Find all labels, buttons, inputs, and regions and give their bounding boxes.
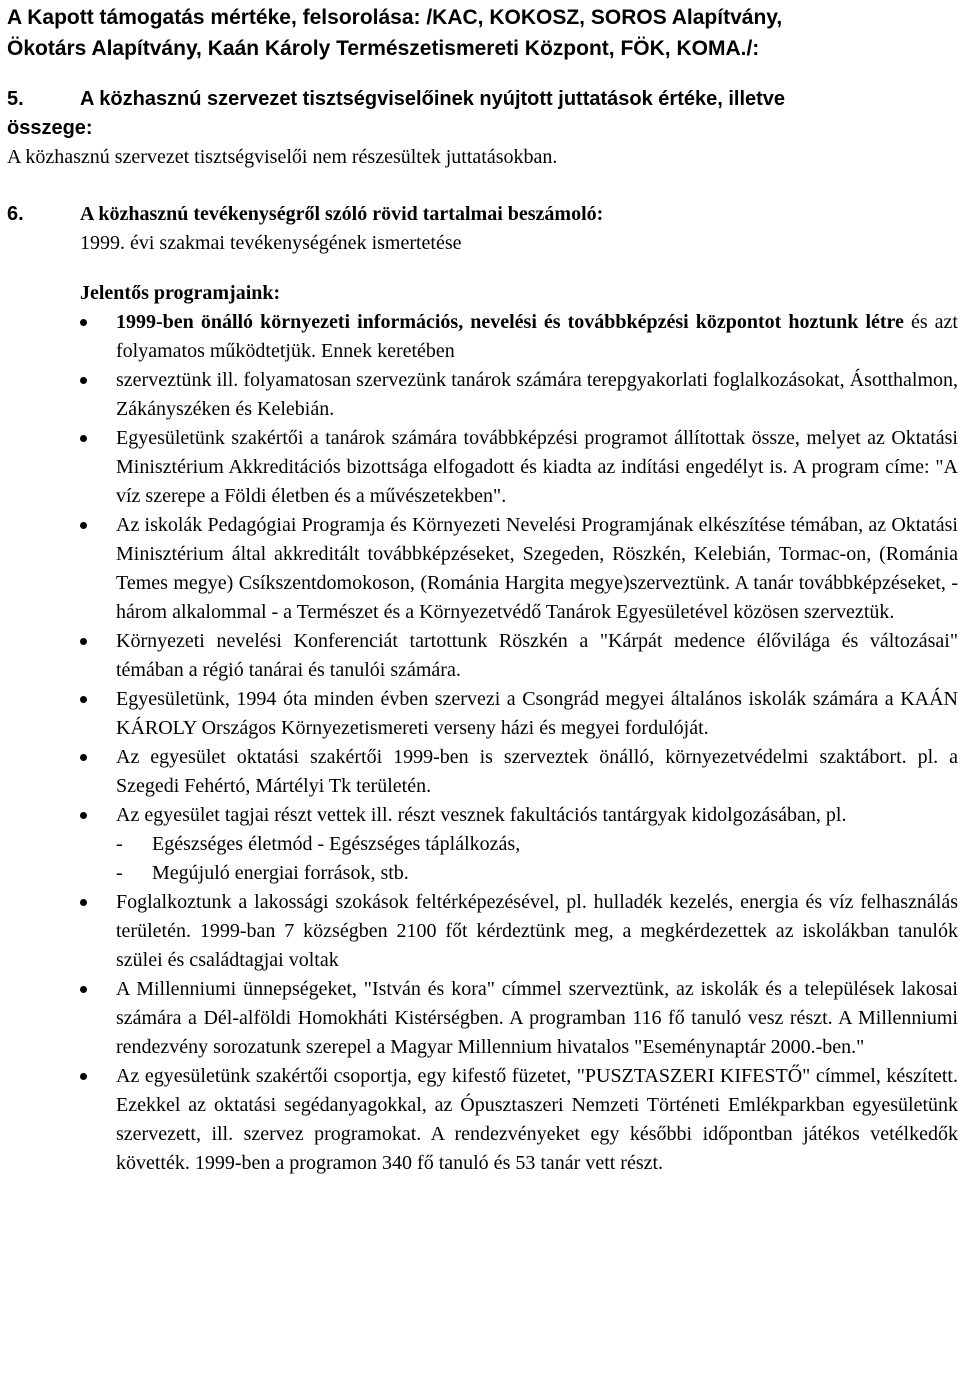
list-item [80, 308, 958, 366]
section-6 [7, 200, 952, 258]
bullet-icon [80, 377, 87, 384]
list-item [80, 627, 958, 685]
list-item [80, 424, 958, 511]
list-item [80, 1062, 958, 1178]
list-item [80, 366, 958, 424]
dash-item: - Megújuló energiai források, stb. [116, 862, 409, 884]
support-header-line-2: Ökotárs Alapítvány, Kaán Károly Természetismereti Központ, FÖK, KOMA./: [7, 37, 760, 60]
section-5-title-line-1: A közhasznú szervezet tisztségviselőinek nyújtott juttatások értéke, illetve [80, 88, 786, 110]
section-5-title-line-2: összege: [7, 117, 93, 139]
list-item [80, 888, 958, 975]
list-item [80, 801, 958, 888]
list-item-text: Egyesületünk, 1994 óta minden évben szervezi a Csongrád megyei általános iskolák számára a KAÁN KÁROLY Országos Környezetismereti verseny házi és megyei fordulóját. [116, 688, 958, 739]
section-6-subtitle: 1999. évi szakmai tevékenységének ismertetése [80, 232, 462, 254]
section-6-title: A közhasznú tevékenységről szóló rövid tartalmai beszámoló: [80, 203, 604, 225]
bullet-icon [80, 435, 87, 442]
section-5-text: A közhasznú szervezet tisztségviselői nem részesültek juttatásokban. [7, 146, 558, 168]
bullet-icon [80, 319, 87, 326]
programs-heading: Jelentős programjaink: [80, 282, 281, 304]
list-item-bold-text: 1999-ben önálló környezeti információs, nevelési és továbbképzési központot hoztunk létre [116, 311, 904, 333]
bullet-icon [80, 638, 87, 645]
support-header [7, 2, 952, 64]
bullet-icon [80, 986, 87, 993]
list-item [80, 975, 958, 1062]
list-item-text: Az egyesület oktatási szakértői 1999-ben is szerveztek önálló, környezetvédelmi szaktábort. pl. a Szegedi Fehértó, Mártélyi Tk területén. [116, 746, 958, 797]
bullet-icon [80, 899, 87, 906]
bullet-icon [80, 1073, 87, 1080]
list-item-text: A Millenniumi ünnepségeket, "István és kora" címmel szerveztünk, az iskolák és a települések lakosai számára a Dél-alföldi Homokháti Kistérségben. A programban 116 fő tanuló vesz részt. A Millenniumi rendezvény sorozatunk szerepel a Magyar Millennium hivatalos "Eseménynaptár 2000.-ben." [116, 978, 958, 1058]
list-item-text: Az egyesület tagjai részt vettek ill. részt vesznek fakultációs tantárgyak kidolgozásában, pl. [116, 804, 847, 826]
list-item [80, 511, 958, 627]
section-5 [7, 85, 952, 172]
list-item [80, 685, 958, 743]
list-item-text: Környezeti nevelési Konferenciát tartottunk Röszkén a "Kárpát medence élővilága és változásai" témában a régió tanárai és tanulói számára. [116, 630, 958, 681]
section-6-number: 6. [7, 203, 24, 225]
support-header-line-1: A Kapott támogatás mértéke, felsorolása: /KAC, KOKOSZ, SOROS Alapítvány, [7, 6, 783, 29]
list-item-text: Az egyesületünk szakértői csoportja, egy kifestő füzetet, "PUSZTASZERI KIFESTŐ" címmel, készített. Ezekkel az oktatási segédanyagokkal, az Ópusztaszeri Nemzeti Történeti Emlékparkban egyesületünk szervezett, ill. szervez programokat. A rendezvényeket egy későbbi időpontban játékos vetélkedők követték. 1999-ben a programon 340 fő tanuló és 53 tanár vett részt. [116, 1065, 958, 1174]
dash-item-text: Megújuló energiai források, stb. [152, 862, 409, 884]
list-item [80, 743, 958, 801]
bullet-icon [80, 696, 87, 703]
program-list [80, 308, 958, 1178]
list-item-text: és azt folyamatos működtetjük. Ennek keretében [116, 311, 958, 362]
section-5-number: 5. [7, 88, 24, 110]
list-item-text: Foglalkoztunk a lakossági szokások feltérképezésével, pl. hulladék kezelés, energia és víz felhasználás területén. 1999-ban 7 községben 2100 főt kérdeztünk meg, a megkérdezettek az iskolákban tanulók szülei és családtagjai voltak [116, 891, 958, 971]
dash-item-text: Egészséges életmód - Egészséges táplálkozás, [152, 833, 521, 855]
bullet-icon [80, 812, 87, 819]
list-item-text: Az iskolák Pedagógiai Programja és Környezeti Nevelési Programjának elkészítése témában, az Oktatási Minisztérium által akkreditált továbbképzéseket, Szegeden, Röszkén, Kelebián, Tormac-on, (Románia Temes megye) Csíkszentdomokoson, (Románia Hargita megye)szerveztünk. A tanár továbbképzéseket, - három alkalommal - a Természet és a Környezetvédő Tanárok Egyesületével közösen szerveztük. [116, 514, 958, 623]
bullet-icon [80, 522, 87, 529]
bullet-icon [80, 754, 87, 761]
dash-item: - Egészséges életmód - Egészséges táplálkozás, [116, 833, 521, 855]
list-item-text: Egyesületünk szakértői a tanárok számára továbbképzési programot állítottak össze, melyet az Oktatási Minisztérium Akkreditációs bizottsága elfogadott és kiadta az indítási engedélyt is. A program címe: "A víz szerepe a Földi életben és a művészetekben". [116, 427, 958, 507]
list-item-text: szerveztünk ill. folyamatosan szervezünk tanárok számára terepgyakorlati foglalkozásokat, Ásotthalmon, Zákányszéken és Kelebián. [116, 369, 958, 420]
